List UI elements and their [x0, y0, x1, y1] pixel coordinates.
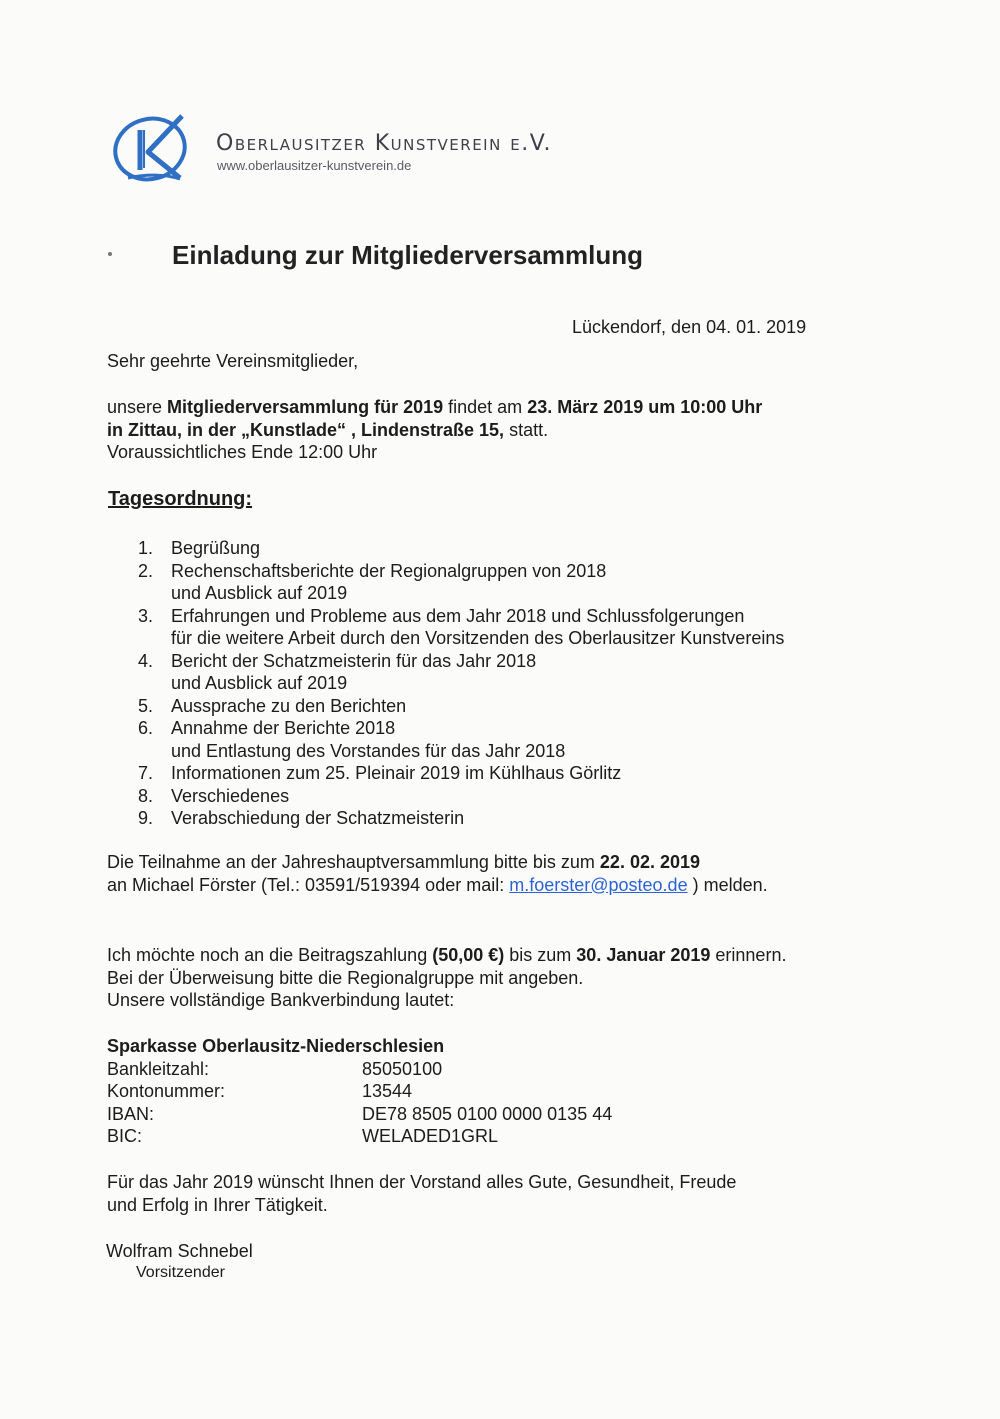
agenda-item	[108, 560, 784, 605]
bank-details	[107, 1035, 612, 1148]
agenda-item	[108, 717, 784, 762]
agenda-item-text: Bericht der Schatzmeisterin für das Jahr 2018	[171, 650, 537, 671]
agenda-item-text: und Ausblick auf 2019	[171, 673, 348, 693]
bank-label: BIC:	[107, 1126, 143, 1146]
agenda-item-number: 3.	[138, 605, 154, 626]
meeting-text: findet am	[443, 397, 528, 417]
agenda-item-number: 8.	[138, 785, 154, 806]
agenda-item-text: Verschiedenes	[171, 785, 290, 806]
agenda-item	[108, 650, 784, 695]
meeting-name: Mitgliederversammlung für 2019	[167, 397, 444, 417]
fee-line-1	[107, 944, 786, 967]
fee-text: bis zum	[504, 945, 577, 965]
agenda-item-number: 2.	[138, 560, 154, 581]
meeting-date-time: 23. März 2019 um 10:00 Uhr	[527, 397, 763, 417]
meeting-end: Voraussichtliches Ende 12:00 Uhr	[107, 442, 378, 462]
email-link[interactable]: m.foerster@posteo.de	[509, 874, 688, 895]
registration-line-1	[107, 851, 768, 874]
agenda-item-number: 7.	[138, 763, 154, 783]
agenda-item-number: 1.	[138, 538, 154, 558]
meeting-text: statt.	[504, 419, 549, 440]
signer-role: Vorsitzender	[136, 1264, 225, 1281]
agenda-item-text: Informationen zum 25. Pleinair 2019 im Kühlhaus Görlitz	[171, 763, 622, 783]
bank-label: Bankleitzahl:	[107, 1058, 210, 1079]
agenda-item	[108, 785, 784, 808]
agenda-item-number: 9.	[138, 808, 154, 828]
agenda-item-text: für die weitere Arbeit durch den Vorsitzenden des Oberlausitzer Kunstvereins	[171, 628, 785, 648]
bank-row	[107, 1080, 612, 1103]
registration-paragraph	[107, 851, 768, 896]
registration-text: ) melden.	[687, 874, 768, 895]
agenda-heading: Tagesordnung:	[108, 488, 253, 510]
agenda-item-number: 6.	[138, 718, 154, 738]
bank-name: Sparkasse Oberlausitz-Niederschlesien	[107, 1036, 445, 1056]
org-website: www.oberlausitzer-kunstverein.de	[217, 158, 412, 173]
meeting-location: in Zittau, in der „Kunstlade“ , Lindenstraße 15,	[107, 419, 505, 440]
registration-deadline: 22. 02. 2019	[599, 852, 701, 872]
bank-row	[107, 1103, 612, 1126]
agenda-item-text: Rechenschaftsberichte der Regionalgruppen von 2018	[171, 560, 607, 581]
agenda-item-number: 5.	[138, 695, 154, 716]
bank-value: 13544	[362, 1081, 413, 1101]
agenda-item-text: Annahme der Berichte 2018	[171, 718, 396, 738]
registration-line-2	[107, 874, 768, 897]
bank-row	[107, 1125, 612, 1148]
agenda-item	[108, 605, 784, 650]
agenda-list	[108, 537, 784, 830]
fee-line-3: Unsere vollständige Bankverbindung lautet:	[107, 990, 455, 1010]
bank-value: 85050100	[362, 1058, 443, 1079]
agenda-item-text: Aussprache zu den Berichten	[171, 695, 407, 716]
bank-label: IBAN:	[107, 1103, 155, 1124]
agenda-item-text: und Ausblick auf 2019	[171, 583, 348, 603]
fee-amount: (50,00 €)	[432, 945, 505, 965]
bank-rows	[107, 1058, 612, 1148]
document-title: Einladung zur Mitgliederversammlung	[172, 240, 643, 270]
fee-line-2: Bei der Überweisung bitte die Regionalgruppe mit angeben.	[107, 967, 584, 988]
fee-text: Ich möchte noch an die Beitragszahlung	[107, 945, 433, 965]
agenda-item-text: und Entlastung des Vorstandes für das Jahr 2018	[171, 740, 566, 761]
registration-contact: an Michael Förster (Tel.: 03591/519394 oder mail:	[107, 874, 510, 895]
place-date: Lückendorf, den 04. 01. 2019	[572, 317, 807, 337]
kunstverein-logo-icon	[110, 108, 202, 188]
agenda-item	[108, 537, 784, 560]
fee-text: erinnern.	[710, 945, 787, 965]
agenda-item	[108, 695, 784, 718]
registration-text: Die Teilnahme an der Jahreshauptversammlung bitte bis zum	[107, 852, 600, 872]
bank-value: WELADED1GRL	[362, 1126, 499, 1146]
meeting-text: unsere	[107, 397, 168, 417]
closing-line-2: und Erfolg in Ihrer Tätigkeit.	[107, 1194, 328, 1215]
meeting-paragraph	[107, 396, 762, 464]
scan-speck	[108, 252, 112, 256]
agenda-item	[108, 807, 784, 830]
bank-row	[107, 1058, 612, 1081]
salutation: Sehr geehrte Vereinsmitglieder,	[107, 351, 359, 371]
agenda-item-number: 4.	[138, 650, 154, 671]
agenda-item-text: Verabschiedung der Schatzmeisterin	[171, 808, 465, 828]
org-name: Oberlausitzer Kunstverein e.V.	[216, 131, 552, 156]
bank-label: Kontonummer:	[107, 1081, 226, 1101]
fee-deadline: 30. Januar 2019	[576, 945, 711, 965]
agenda-item-text: Erfahrungen und Probleme aus dem Jahr 2018 und Schlussfolgerungen	[171, 605, 745, 626]
closing-paragraph	[107, 1171, 736, 1216]
agenda-item	[108, 762, 784, 785]
agenda-item-text: Begrüßung	[171, 538, 261, 558]
meeting-line-2	[107, 419, 762, 442]
closing-line-1: Für das Jahr 2019 wünscht Ihnen der Vorstand alles Gute, Gesundheit, Freude	[107, 1172, 737, 1192]
fee-paragraph	[107, 944, 786, 1012]
meeting-line-1	[107, 396, 762, 419]
bank-value: DE78 8505 0100 0000 0135 44	[362, 1103, 613, 1124]
signer-name: Wolfram Schnebel	[106, 1241, 253, 1261]
